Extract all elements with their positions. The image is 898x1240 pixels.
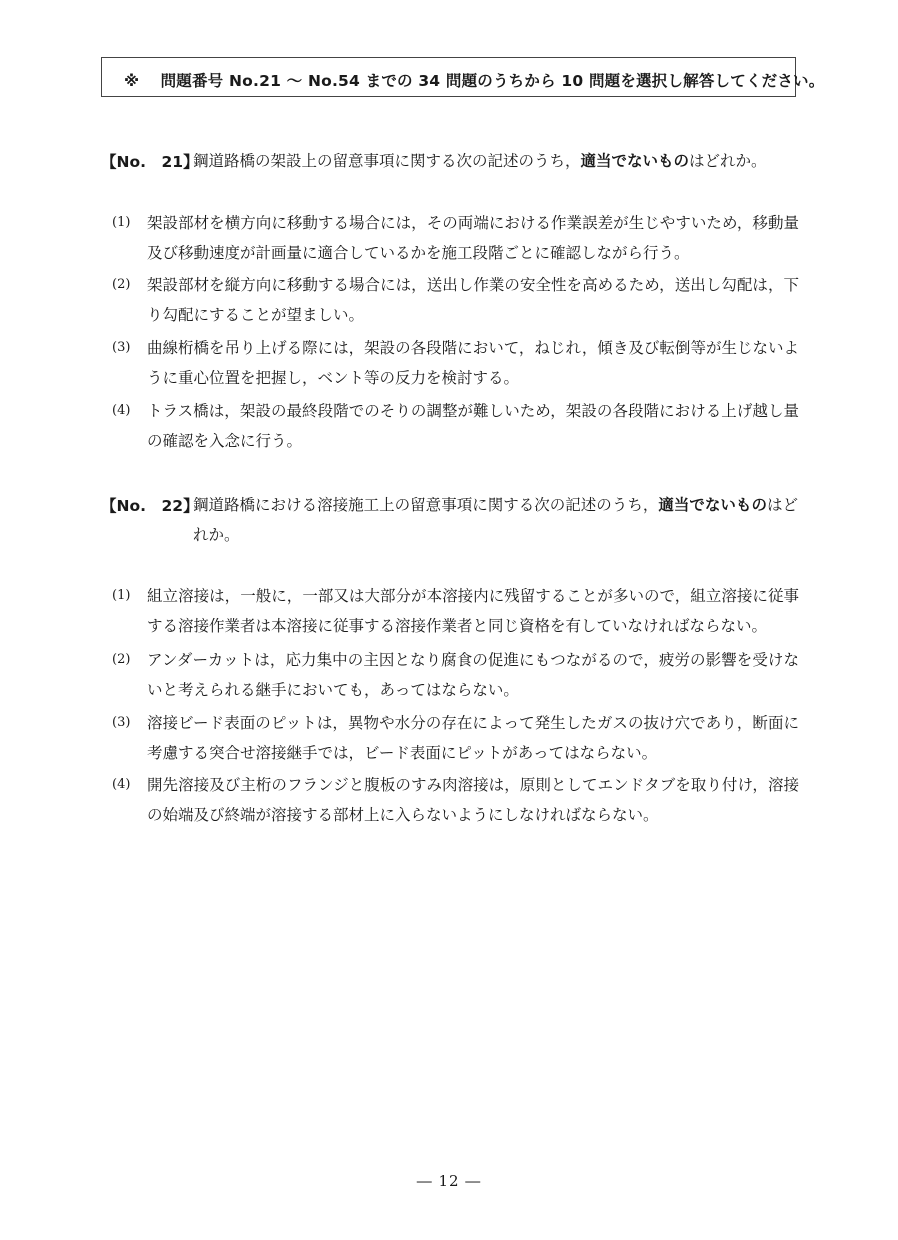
question-21-emphasis: 適当でないもの — [580, 152, 690, 170]
page-number: ― 12 ― — [416, 1172, 482, 1190]
notice-box — [101, 57, 825, 97]
question-22-emphasis: 適当でないもの — [658, 496, 767, 514]
notice-text — [124, 69, 824, 91]
question-21-text: 鋼道路橋の架設上の留意事項に関する次の記述のうち，適当でないものはどれか。 — [193, 152, 767, 170]
notice-mark: ※ — [124, 72, 140, 90]
question-22-number: 【No. 22】 — [101, 497, 199, 515]
notice-body: 問題番号 No.21 ～ No.54 までの 34 問題のうちから 10 問題を選択し解答してください。 — [160, 72, 825, 90]
question-22-text: 鋼道路橋における溶接施工上の留意事項に関する次の記述のうち，適当でないものはどれか。 — [193, 496, 798, 544]
question-21-number: 【No. 21】 — [101, 153, 199, 171]
